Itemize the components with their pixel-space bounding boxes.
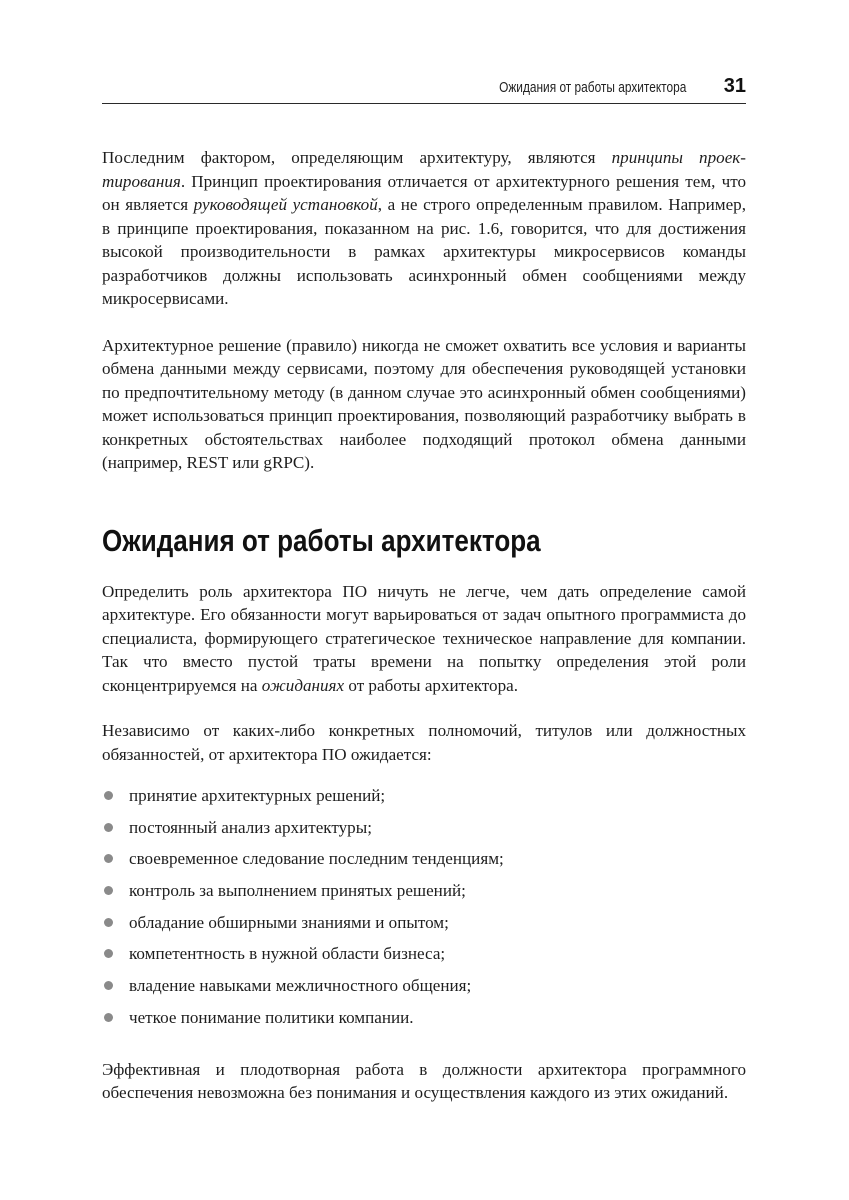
list-item-text: своевременное следование последним тенденциям; [129,849,504,869]
paragraph-text: от работы архитектора. [344,675,518,695]
list-item [102,911,746,943]
running-header [102,66,746,104]
emphasis-text: ожиданиях [261,675,345,695]
bullet-icon [104,949,113,958]
list-item-text: четкое понимание политики компании. [129,1007,414,1027]
page-body [102,146,746,1105]
list-item-text: контроль за выполнением принятых решений; [129,881,466,901]
bullet-icon [104,918,113,927]
list-item [102,942,746,974]
paragraph-text: Последним фактором, определяющим архитектуру, являются [102,148,612,167]
list-item [102,1006,746,1038]
bullet-icon [104,823,113,832]
paragraph-text: , а не строго определенным правилом. Например, в принципе проектирования, показанном на рис. 1.6, говорится, что для достижения высокой производительности в рамках архитектуры микросервисов команды разработчиков должны использовать асинхронный обмен сообщениями между микросервисами. [102,195,746,308]
running-header-title: Ожидания от работы архитектора [498,80,686,96]
bullet-icon [104,886,113,895]
emphasis-text: руководящей установкой [193,195,378,214]
expectations-list [102,784,746,1038]
paragraph-design-principles [102,146,746,311]
bullet-icon [104,1013,113,1022]
section-heading: Ожидания от работы архитектора [102,522,541,558]
list-item [102,784,746,816]
paragraph-expectations-intro: Независимо от каких-либо конкретных полномочий, титулов или должностных обязанностей, от архитектора ПО ожидается: [102,721,746,764]
list-item [102,816,746,848]
list-item-text: обладание обширными знаниями и опытом; [129,912,449,932]
paragraph-text: . Принцип проектирования отличается от архитектурного решения тем, что он является [102,171,746,214]
paragraph-architect-role [102,580,746,698]
bullet-icon [104,854,113,863]
page-number: 31 [723,75,746,97]
paragraph-conclusion: Эффективная и плодотворная работа в должности архитектора программного обеспечения невозможна без понимания и осуществления каждого из этих ожиданий. [102,1059,746,1102]
paragraph-architecture-decision: Архитектурное решение (правило) никогда не сможет охватить все условия и варианты обмена данными между сервисами, поэтому для обеспечения руководящей установки по предпочтительному методу (в данном случае это асинхронный обмен сообщениями) может использоваться принцип проектирования, позволяющий разработчику выбрать в конкретных обстоятельствах наиболее подходящий протокол обмена данными (например, REST или gRPC). [102,335,746,472]
list-item-text: компетентность в нужной области бизнеса; [129,944,446,964]
list-item [102,847,746,879]
list-item [102,974,746,1006]
list-item-text: владение навыками межличностного общения; [129,976,472,996]
list-item-text: принятие архитектурных решений; [129,786,386,805]
list-item [102,879,746,911]
bullet-icon [104,791,113,800]
emphasis-text: принципы проектирования [102,148,746,191]
bullet-icon [104,981,113,990]
paragraph-text: Определить роль архитектора ПО ничуть не легче, чем дать определение самой архитектуре. Его обязанности могут варьироваться от задач опытного программиста до специалиста, формирующего стратегическое техническое направление для компании. Так что вместо пустой траты времени на попытку определения этой роли сконцентрируемся на [102,581,746,695]
list-item-text: постоянный анализ архитектуры; [129,817,372,837]
